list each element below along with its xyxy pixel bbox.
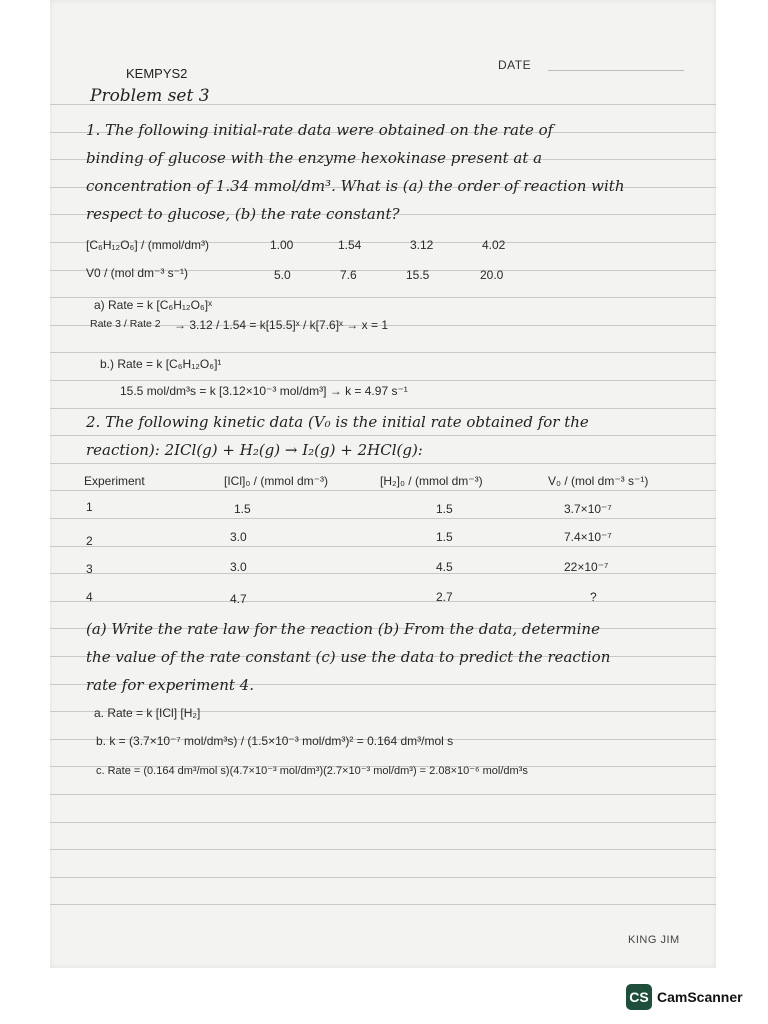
p1-sol-a2-frac: Rate 3 / Rate 2 bbox=[90, 318, 161, 330]
ruled-line bbox=[50, 822, 716, 823]
ruled-line bbox=[50, 435, 716, 436]
page-title: Problem set 3 bbox=[90, 86, 210, 106]
problem1-line4: respect to glucose, (b) the rate constant? bbox=[86, 205, 400, 223]
p2-header-icl: [ICl]₀ / (mmol dm⁻³) bbox=[224, 474, 328, 488]
problem1-line2: binding of glucose with the enzyme hexokinase present at a bbox=[86, 149, 543, 167]
p2-question-line1: (a) Write the rate law for the reaction (b) From the data, determine bbox=[86, 620, 600, 638]
p2-h2: 1.5 bbox=[436, 502, 453, 516]
ruled-line bbox=[50, 601, 716, 602]
p1-row2-val: 7.6 bbox=[340, 268, 357, 282]
p2-icl: 1.5 bbox=[234, 502, 251, 516]
p2-h2: 2.7 bbox=[436, 590, 453, 604]
p2-v0: 3.7×10⁻⁷ bbox=[564, 502, 612, 516]
p2-icl: 4.7 bbox=[230, 592, 247, 606]
ruled-line bbox=[50, 546, 716, 547]
problem1-line1: 1. The following initial-rate data were obtained on the rate of bbox=[86, 121, 554, 139]
date-line bbox=[548, 70, 684, 71]
notebook-brand: KING JIM bbox=[628, 934, 680, 946]
p1-row2-val: 15.5 bbox=[406, 268, 430, 282]
camscanner-logo-icon: CS bbox=[626, 984, 652, 1010]
p2-sol-c: c. Rate = (0.164 dm³/mol s)(4.7×10⁻³ mol/dm³)(2.7×10⁻³ mol/dm³) = 2.08×10⁻⁶ mol/dm³s bbox=[96, 765, 528, 777]
ruled-line bbox=[50, 463, 716, 464]
date-label: DATE bbox=[498, 58, 532, 72]
ruled-line bbox=[50, 794, 716, 795]
problem2-line1: 2. The following kinetic data (V₀ is the initial rate obtained for the bbox=[86, 413, 589, 431]
p2-h2: 4.5 bbox=[436, 560, 453, 574]
ruled-line bbox=[50, 380, 716, 381]
p2-question-line3: rate for experiment 4. bbox=[86, 676, 254, 694]
p2-sol-b: b. k = (3.7×10⁻⁷ mol/dm³s) / (1.5×10⁻³ mol/dm³)² = 0.164 dm³/mol s bbox=[96, 734, 454, 748]
p2-v0: 22×10⁻⁷ bbox=[564, 560, 609, 574]
ruled-line bbox=[50, 904, 716, 905]
p1-sol-a2: → 3.12 / 1.54 = k[15.5]ˣ / k[7.6]ˣ → x = 1 bbox=[174, 318, 388, 332]
p1-row1-val: 1.00 bbox=[270, 238, 294, 252]
p1-row1-val: 3.12 bbox=[410, 238, 434, 252]
ruled-line bbox=[50, 518, 716, 519]
ruled-line bbox=[50, 849, 716, 850]
p2-icl: 3.0 bbox=[230, 560, 247, 574]
p2-exp: 3 bbox=[86, 562, 93, 576]
p1-row1-val: 1.54 bbox=[338, 238, 362, 252]
ruled-line bbox=[50, 408, 716, 409]
p2-header-experiment: Experiment bbox=[84, 474, 145, 488]
p2-exp: 4 bbox=[86, 590, 93, 604]
ruled-line bbox=[50, 352, 716, 353]
ruled-line bbox=[50, 573, 716, 574]
p1-sol-b2: 15.5 mol/dm³s = k [3.12×10⁻³ mol/dm³] → k = 4.97 s⁻¹ bbox=[120, 384, 408, 398]
notebook-page bbox=[50, 0, 716, 968]
p2-header-h2: [H₂]₀ / (mmol dm⁻³) bbox=[380, 474, 483, 488]
p1-row1-val: 4.02 bbox=[482, 238, 506, 252]
p2-v0: 7.4×10⁻⁷ bbox=[564, 530, 612, 544]
camscanner-label: CamScanner bbox=[657, 989, 743, 1005]
p1-row2-label: V0 / (mol dm⁻³ s⁻¹) bbox=[86, 266, 189, 280]
p2-header-v0: V₀ / (mol dm⁻³ s⁻¹) bbox=[548, 474, 649, 488]
p1-sol-a1: a) Rate = k [C₆H₁₂O₆]ˣ bbox=[94, 298, 213, 312]
p2-exp: 1 bbox=[86, 500, 93, 514]
p2-icl: 3.0 bbox=[230, 530, 247, 544]
p1-sol-b1: b.) Rate = k [C₆H₁₂O₆]¹ bbox=[100, 357, 222, 371]
camscanner-watermark bbox=[626, 984, 743, 1010]
problem2-line2: reaction): 2ICl(g) + H₂(g) → I₂(g) + 2HCl(g): bbox=[86, 441, 423, 459]
ruled-line bbox=[50, 877, 716, 878]
ruled-line bbox=[50, 490, 716, 491]
p1-row2-val: 5.0 bbox=[274, 268, 291, 282]
p2-question-line2: the value of the rate constant (c) use the data to predict the reaction bbox=[86, 648, 611, 666]
p1-row2-val: 20.0 bbox=[480, 268, 504, 282]
problem1-line3: concentration of 1.34 mmol/dm³. What is (a) the order of reaction with bbox=[86, 177, 625, 195]
p2-exp: 2 bbox=[86, 534, 93, 548]
p2-v0: ? bbox=[590, 590, 597, 604]
course-code: KEMPYS2 bbox=[126, 66, 188, 81]
p2-sol-a: a. Rate = k [ICl] [H₂] bbox=[94, 706, 201, 720]
p2-h2: 1.5 bbox=[436, 530, 453, 544]
p1-row1-label: [C₆H₁₂O₆] / (mmol/dm³) bbox=[86, 238, 210, 252]
